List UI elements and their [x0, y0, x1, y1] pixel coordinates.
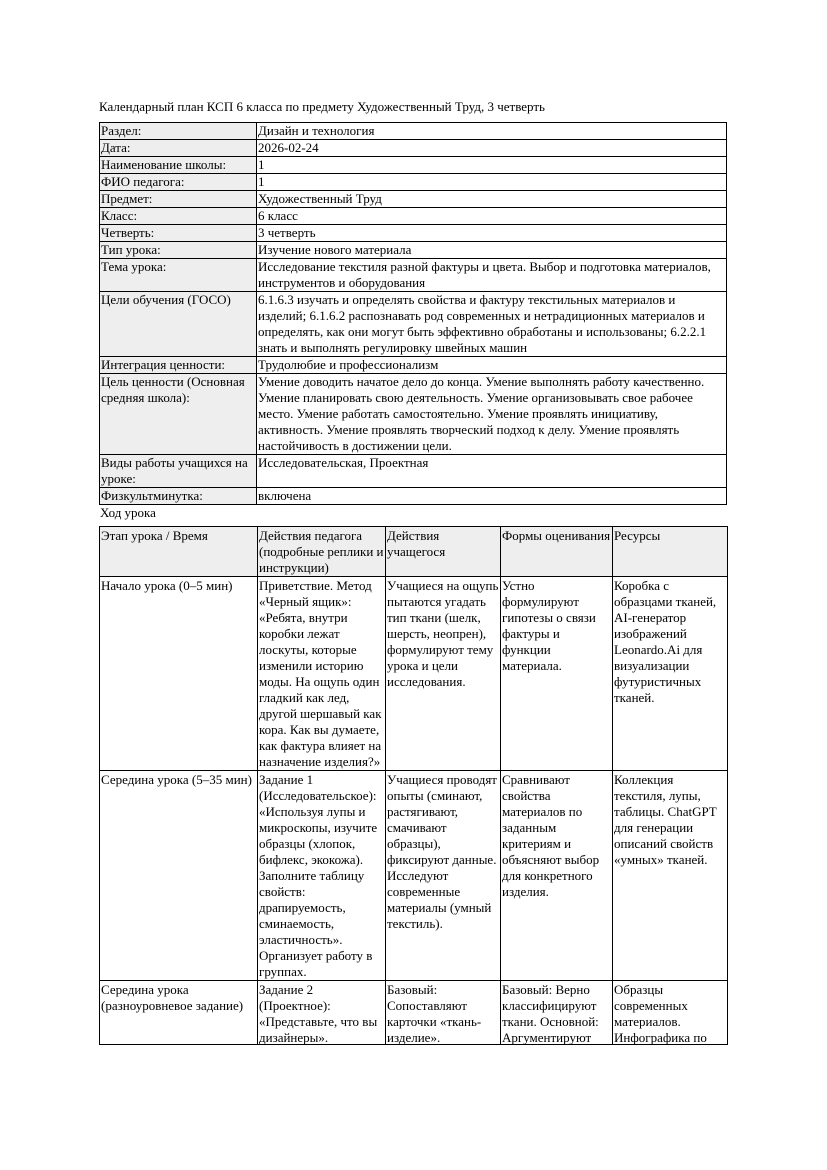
info-row	[100, 191, 727, 208]
header-teacher: Действия педагога (подробные реплики и инструкции)	[259, 528, 384, 575]
info-label: Дата:	[100, 140, 257, 157]
info-row	[100, 123, 727, 140]
row-teacher-actions: Задание 1 (Исследовательское): «Используя лупы и микроскопы, изучите образцы (хлопок, бифлекс, экокожа). Заполните таблицу свойств: драпируемость, сминаемость, эластичность». Организует работу в группах.	[258, 771, 386, 981]
info-label: Физкультминутка:	[100, 488, 257, 505]
header-student: Действия учащегося	[386, 527, 501, 577]
row-student-actions	[386, 981, 501, 1045]
info-label: Тип урока:	[100, 242, 257, 259]
info-row	[100, 259, 727, 292]
row-resources-text: Образцы современных материалов. Инфографика по	[614, 982, 707, 1044]
info-value: 3 четверть	[257, 225, 727, 242]
info-value: Умение доводить начатое дело до конца. Умение выполнять работу качественно. Умение планировать свою деятельность. Умение организовывать свое рабочее место. Умение работать самостоятельно. Умение проявлять инициативу, активность. Умение проявлять творческий подход к делу. Умение проявлять настойчивость в достижении цели.	[257, 374, 727, 455]
info-value: Исследование текстиля разной фактуры и цвета. Выбор и подготовка материалов, инструментов и оборудования	[257, 259, 727, 292]
info-row	[100, 242, 727, 259]
info-row	[100, 157, 727, 174]
info-row	[100, 488, 727, 505]
info-label: ФИО педагога:	[100, 174, 257, 191]
lesson-info-table	[99, 122, 727, 505]
info-value: 2026-02-24	[257, 140, 727, 157]
info-label: Четверть:	[100, 225, 257, 242]
row-assessment-text: Базовый: Верно классифицируют ткани. Основной: Аргументируют	[502, 982, 599, 1044]
lesson-flow-header-row	[100, 527, 728, 577]
lesson-flow-table	[99, 526, 728, 1045]
info-label: Виды работы учащихся на уроке:	[100, 455, 257, 488]
table-row	[100, 981, 728, 1045]
info-value: Исследовательская, Проектная	[257, 455, 727, 488]
info-row	[100, 374, 727, 455]
table-row	[100, 577, 728, 771]
info-label: Цель ценности (Основная средняя школа):	[100, 374, 257, 455]
row-student-text: Базовый: Сопоставляют карточки «ткань-изделие».	[387, 982, 482, 1044]
row-teacher-text: Задание 2 (Проектное): «Представьте, что вы дизайнеры».	[259, 982, 378, 1044]
lesson-flow-heading: Ход урока	[100, 505, 156, 520]
document-title: Календарный план КСП 6 класса по предмету Художественный Труд, 3 четверть	[99, 99, 545, 114]
info-row	[100, 357, 727, 374]
row-stage: Начало урока (0–5 мин)	[100, 577, 258, 771]
row-teacher-actions: Приветствие. Метод «Черный ящик»: «Ребята, внутри коробки лежат лоскуты, которые изменили историю моды. На ощупь один гладкий как лед, другой шершавый как кора. Как вы думаете, как фактура влияет на назначение изделия?»	[258, 577, 386, 771]
row-assessment: Устно формулируют гипотезы о связи фактуры и функции материала.	[501, 577, 613, 771]
info-label: Предмет:	[100, 191, 257, 208]
row-student-actions: Учащиеся на ощупь пытаются угадать тип ткани (шелк, шерсть, неопрен), формулируют тему урока и цели исследования.	[386, 577, 501, 771]
row-resources: Коробка с образцами тканей, AI-генератор изображений Leonardo.Ai для визуализации футуристичных тканей.	[613, 577, 728, 771]
row-stage	[100, 981, 258, 1045]
info-value: включена	[257, 488, 727, 505]
info-row	[100, 225, 727, 242]
info-value: Трудолюбие и профессионализм	[257, 357, 727, 374]
header-assessment: Формы оценивания	[501, 527, 613, 577]
info-label: Тема урока:	[100, 259, 257, 292]
row-stage: Середина урока (5–35 мин)	[100, 771, 258, 981]
row-resources	[613, 981, 728, 1045]
row-assessment: Сравнивают свойства материалов по заданным критериям и объясняют выбор для конкретного изделия.	[501, 771, 613, 981]
row-teacher-actions	[258, 981, 386, 1045]
document-page	[99, 99, 727, 1045]
info-row	[100, 140, 727, 157]
info-row	[100, 455, 727, 488]
info-value: 6 класс	[257, 208, 727, 225]
info-label: Раздел:	[100, 123, 257, 140]
info-row	[100, 292, 727, 357]
info-label: Класс:	[100, 208, 257, 225]
info-value: Дизайн и технология	[257, 123, 727, 140]
table-row	[100, 771, 728, 981]
info-value: 6.1.6.3 изучать и определять свойства и фактуру текстильных материалов и изделий; 6.1.6.2 распознавать род современных и нетрадиционных материалов и определять, как они могут быть эффективно обработаны и использованы; 6.2.2.1 знать и выполнять регулировку швейных машин	[257, 292, 727, 357]
info-value: Изучение нового материала	[257, 242, 727, 259]
info-row	[100, 174, 727, 191]
info-value: 1	[257, 157, 727, 174]
row-resources: Коллекция текстиля, лупы, таблицы. ChatGPT для генерации описаний свойств «умных» тканей.	[613, 771, 728, 981]
info-value: 1	[257, 174, 727, 191]
info-label: Интеграция ценности:	[100, 357, 257, 374]
row-stage-text: Середина урока (разноуровневое задание)	[101, 982, 244, 1013]
info-row	[100, 208, 727, 225]
header-resources: Ресурсы	[613, 527, 728, 577]
info-label: Наименование школы:	[100, 157, 257, 174]
info-value: Художественный Труд	[257, 191, 727, 208]
row-assessment	[501, 981, 613, 1045]
header-stage: Этап урока / Время	[100, 527, 258, 577]
row-student-actions: Учащиеся проводят опыты (сминают, растягивают, смачивают образцы), фиксируют данные. Исследуют современные материалы (умный текстиль).	[386, 771, 501, 981]
info-label: Цели обучения (ГОСО)	[100, 292, 257, 357]
